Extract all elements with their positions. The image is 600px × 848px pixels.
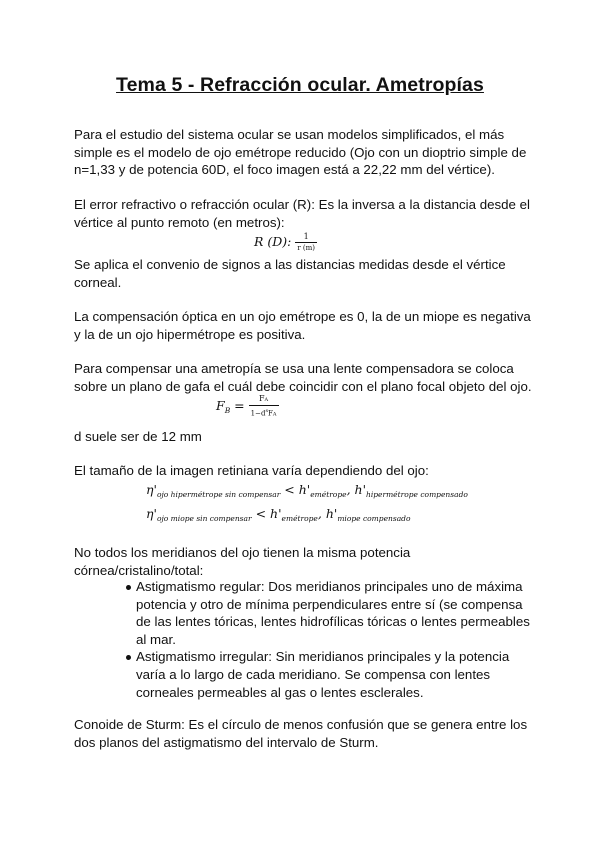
paragraph-compensation: La compensación óptica en un ojo emétrope es 0, la de un miope es negativa y la de un ojo hipermétrope es positiva. xyxy=(74,309,531,342)
formula-refraction-lhs: R (D): xyxy=(254,234,296,249)
paragraph-refractive-error: El error refractivo o refracción ocular (R): Es la inversa a la distancia desde el vértice al punto remoto (en metros): xyxy=(74,197,530,230)
formula-power-lhs: F xyxy=(216,398,225,414)
formula-power-fraction xyxy=(249,394,279,419)
formula-refraction-fraction xyxy=(295,232,317,253)
list-item-text: Astigmatismo regular: Dos meridianos principales uno de máxima potencia y otro de mínima perpendiculares entre sí (se compensa de las lentes tóricas, lentes hidrofílicas tóricas o lentes permeables al mar. xyxy=(136,579,530,647)
list-item xyxy=(110,578,540,648)
astigmatism-list xyxy=(110,578,540,701)
formula-power xyxy=(216,394,279,419)
paragraph-lens: Para compensar una ametropía se usa una lente compensadora se coloca sobre un plano de gafa el cuál debe coincidir con el plano focal objeto del ojo. xyxy=(74,361,532,394)
formula-power-den-tail: F xyxy=(268,409,273,418)
paragraph-intro: Para el estudio del sistema ocular se usan modelos simplificados, el más simple es el modelo de ojo emétrope reducido (Ojo con un dioptrio simple de n=1,33 y de potencia 60D, el foco imagen está a 22,22 mm del vértice). xyxy=(74,127,527,178)
paragraph-meridians: No todos los meridianos del ojo tienen la misma potencia córnea/cristalino/total: xyxy=(74,545,411,578)
bullet-icon xyxy=(126,655,131,660)
paragraph-sturm: Conoide de Sturm: Es el círculo de menos confusión que se genera entre los dos planos del astigmatismo del intervalo de Sturm. xyxy=(74,717,528,750)
page-title: Tema 5 - Refracción ocular. Ametropías xyxy=(116,74,484,96)
formula-power-den: 1−d xyxy=(250,409,266,418)
formula-hyperopia: $\eta'_{ojo hipermétrope sin compensar} < h'_{emétrope}$, $h'_{hipermétrope compensado}$ xyxy=(146,482,468,499)
formula-power-lhs-sub: B xyxy=(224,406,231,416)
list-item-text: Astigmatismo irregular: Sin meridianos principales y la potencia varía a lo largo de cada meridiano. Se compensa con lentes corneales permeables al gas o lentes esclerales. xyxy=(136,649,510,700)
formula-refraction xyxy=(254,232,317,253)
formula-power-num-sub: A xyxy=(264,397,269,403)
paragraph-sign-convention: Se aplica el convenio de signos a las distancias medidas desde el vértice corneal. xyxy=(74,257,506,290)
formula-power-den-sup: s xyxy=(265,408,269,414)
formula-power-equals: = xyxy=(230,398,249,414)
formula-power-num: F xyxy=(258,394,265,403)
paragraph-retinal-image: El tamaño de la imagen retiniana varía dependiendo del ojo: xyxy=(74,463,429,478)
formula-myopia: $\eta'_{ojo miope sin compensar} < h'_{emétrope}$, $h'_{miope compensado}$ xyxy=(146,506,411,523)
list-item xyxy=(110,648,540,701)
formula-power-den-sub: A xyxy=(272,411,277,418)
paragraph-distance: d suele ser de 12 mm xyxy=(74,429,202,444)
formula-refraction-numerator: 1 xyxy=(295,232,317,243)
formula-refraction-denominator: r (m) xyxy=(297,244,316,252)
bullet-icon xyxy=(126,585,131,590)
